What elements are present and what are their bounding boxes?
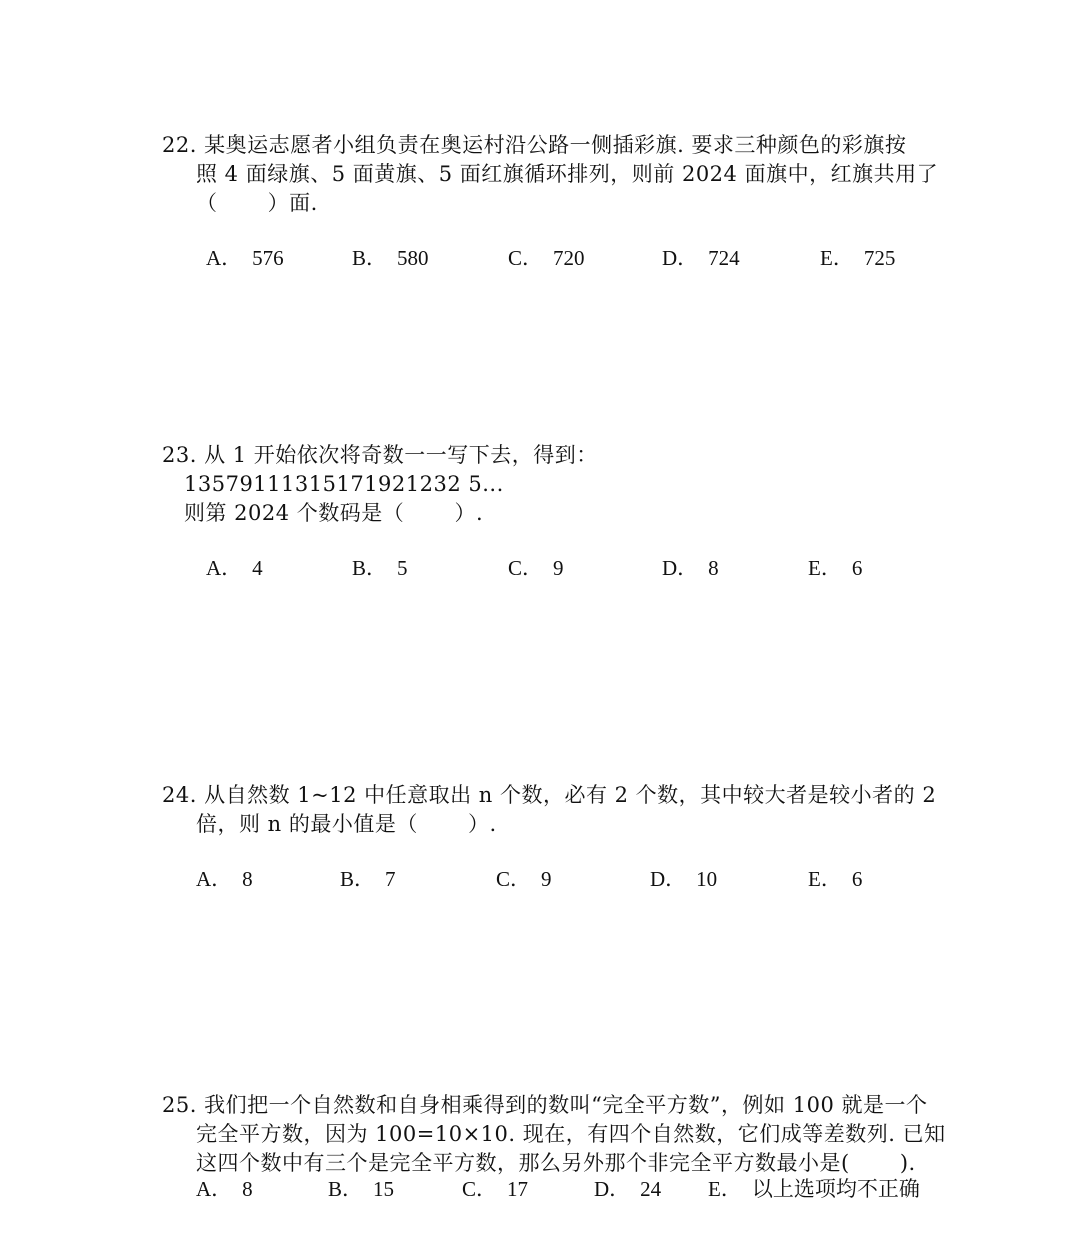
question-23-line-3: 则第 2024 个数码是（ ）. (184, 501, 484, 525)
question-24-option-e[interactable] (808, 864, 862, 894)
option-letter: C． (508, 246, 544, 270)
option-letter: C． (462, 1177, 498, 1201)
option-value: 9 (553, 556, 564, 580)
question-22-option-b[interactable] (352, 243, 429, 273)
option-value: 17 (507, 1177, 529, 1201)
question-22-line-3: （ ）面. (196, 191, 318, 215)
question-23-option-e[interactable] (808, 553, 862, 583)
option-letter: C． (508, 556, 544, 580)
question-23-line-1: 23. 从 1 开始依次将奇数一一写下去，得到： (162, 443, 598, 467)
option-letter: E． (808, 556, 842, 580)
question-23-option-b[interactable] (352, 553, 408, 583)
question-24-option-b[interactable] (340, 864, 396, 894)
question-24-option-a[interactable] (196, 864, 253, 894)
option-value: 8 (242, 1177, 253, 1201)
question-23-option-a[interactable] (206, 553, 263, 583)
option-value: 15 (373, 1177, 395, 1201)
option-letter: B． (352, 556, 388, 580)
question-22-option-c[interactable] (508, 243, 585, 273)
option-letter: D． (650, 867, 687, 891)
question-23-option-c[interactable] (508, 553, 564, 583)
option-letter: E． (820, 246, 854, 270)
option-value: 720 (553, 246, 585, 270)
option-value: 8 (242, 867, 253, 891)
question-24-option-c[interactable] (496, 864, 552, 894)
question-23-option-d[interactable] (662, 553, 719, 583)
option-letter: B． (340, 867, 376, 891)
option-value: 6 (851, 556, 863, 580)
option-letter: D． (594, 1177, 631, 1201)
option-letter: C． (496, 867, 532, 891)
option-value: 576 (252, 246, 284, 270)
question-25-line-1: 25. 我们把一个自然数和自身相乘得到的数叫“完全平方数”，例如 100 就是一个 (162, 1093, 928, 1117)
question-25-line-2: 完全平方数，因为 100=10×10. 现在，有四个自然数，它们成等差数列. 已知 (196, 1122, 946, 1146)
question-22-line-2: 照 4 面绿旗、5 面黄旗、5 面红旗循环排列，则前 2024 面旗中，红旗共用了 (196, 162, 939, 186)
question-23-line-2: 13579111315171921232 5... (184, 472, 504, 496)
option-value: 7 (385, 867, 396, 891)
option-value: 9 (541, 867, 552, 891)
question-25-option-a[interactable] (196, 1174, 253, 1204)
option-letter: E． (808, 867, 842, 891)
option-letter: A． (206, 246, 243, 270)
option-value: 580 (397, 246, 429, 270)
question-22-option-e[interactable] (820, 243, 895, 273)
question-24-line-1: 24. 从自然数 1~12 中任意取出 n 个数，必有 2 个数，其中较大者是较小者的 2 (162, 783, 937, 807)
option-value: 6 (851, 867, 863, 891)
option-value: 8 (708, 556, 719, 580)
option-letter: A． (196, 867, 233, 891)
question-25-option-e[interactable] (708, 1174, 920, 1204)
option-letter: D． (662, 556, 699, 580)
option-letter: D． (662, 246, 699, 270)
option-value: 10 (696, 867, 718, 891)
option-value: 24 (640, 1177, 662, 1201)
option-letter: B． (328, 1177, 364, 1201)
option-value: 725 (863, 246, 896, 270)
option-value: 724 (708, 246, 740, 270)
option-value: 4 (252, 556, 263, 580)
option-letter: A． (206, 556, 243, 580)
option-letter: B． (352, 246, 388, 270)
question-22-line-1: 22. 某奥运志愿者小组负责在奥运村沿公路一侧插彩旗. 要求三种颜色的彩旗按 (162, 133, 907, 157)
question-25-option-b[interactable] (328, 1174, 394, 1204)
option-letter: A． (196, 1177, 233, 1201)
question-25-option-c[interactable] (462, 1174, 528, 1204)
option-value: 以上选项均不正确 (751, 1177, 920, 1201)
question-25-option-d[interactable] (594, 1174, 661, 1204)
question-24-option-d[interactable] (650, 864, 717, 894)
question-22-option-a[interactable] (206, 243, 284, 273)
question-25-line-3: 这四个数中有三个是完全平方数，那么另外那个非完全平方数最小是( ). (196, 1151, 916, 1175)
option-letter: E． (708, 1177, 742, 1201)
question-24-line-2: 倍，则 n 的最小值是（ ）. (196, 812, 497, 836)
option-value: 5 (397, 556, 408, 580)
question-22-option-d[interactable] (662, 243, 740, 273)
